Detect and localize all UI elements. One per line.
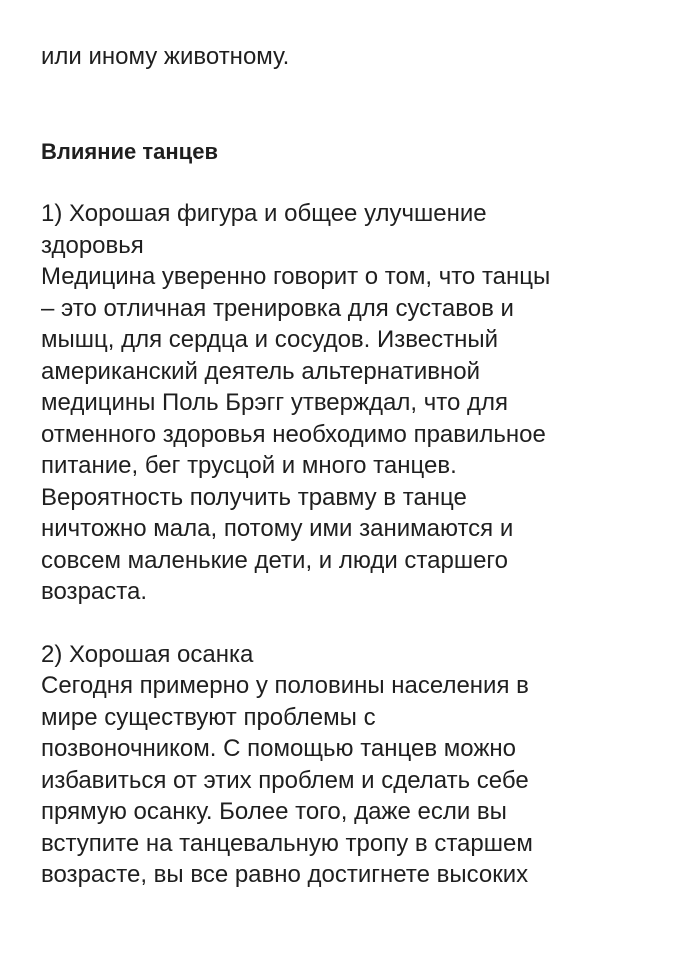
item-2-body-line: вступите на танцевальную тропу в старшем <box>41 829 533 857</box>
item-2 <box>41 639 641 891</box>
item-2-body-line: избавиться от этих проблем и сделать себе <box>41 766 529 794</box>
item-1-body-line: ничтожно мала, потому ими занимаются и <box>41 515 514 542</box>
item-1-body-line: мышц, для сердца и сосудов. Известный <box>41 326 498 353</box>
section-title: Влияние танцев <box>41 138 218 164</box>
spacer <box>41 73 641 136</box>
item-1-body-line: питание, бег трусцой и много танцев. <box>41 452 457 479</box>
item-1-body-line: американский деятель альтернативной <box>41 357 480 385</box>
item-1-body-line: отменного здоровья необходимо правильное <box>41 420 546 448</box>
item-1 <box>41 198 641 608</box>
item-2-body-line: мире существуют проблемы с <box>41 703 376 731</box>
item-1-body-line: медицины Поль Брэгг утверждал, что для <box>41 389 508 416</box>
item-2-body-line: Сегодня примерно у половины населения в <box>41 672 529 699</box>
item-2-heading-line: 2) Хорошая осанка <box>41 640 254 668</box>
item-1-body-line: совсем маленькие дети, и люди старшего <box>41 546 509 574</box>
document-page <box>41 41 641 891</box>
item-1-body-line: возраста. <box>41 578 147 605</box>
item-1-heading-line: здоровья <box>41 231 144 259</box>
item-1-body-line: Вероятность получить травму в танце <box>41 483 467 511</box>
item-1-body-line: Медицина уверенно говорит о том, что танцы <box>41 263 551 290</box>
spacer <box>41 608 641 639</box>
item-2-body-line: позвоночником. С помощью танцев можно <box>41 735 517 762</box>
item-1-body-line: – это отличная тренировка для суставов и <box>41 294 514 322</box>
intro-line: или иному животному. <box>41 43 290 70</box>
item-2-body-line: возрасте, вы все равно достигнете высоких <box>41 861 529 888</box>
item-1-heading-line: 1) Хорошая фигура и общее улучшение <box>41 200 487 227</box>
spacer <box>41 167 641 198</box>
item-2-body-line: прямую осанку. Более того, даже если вы <box>41 798 507 825</box>
